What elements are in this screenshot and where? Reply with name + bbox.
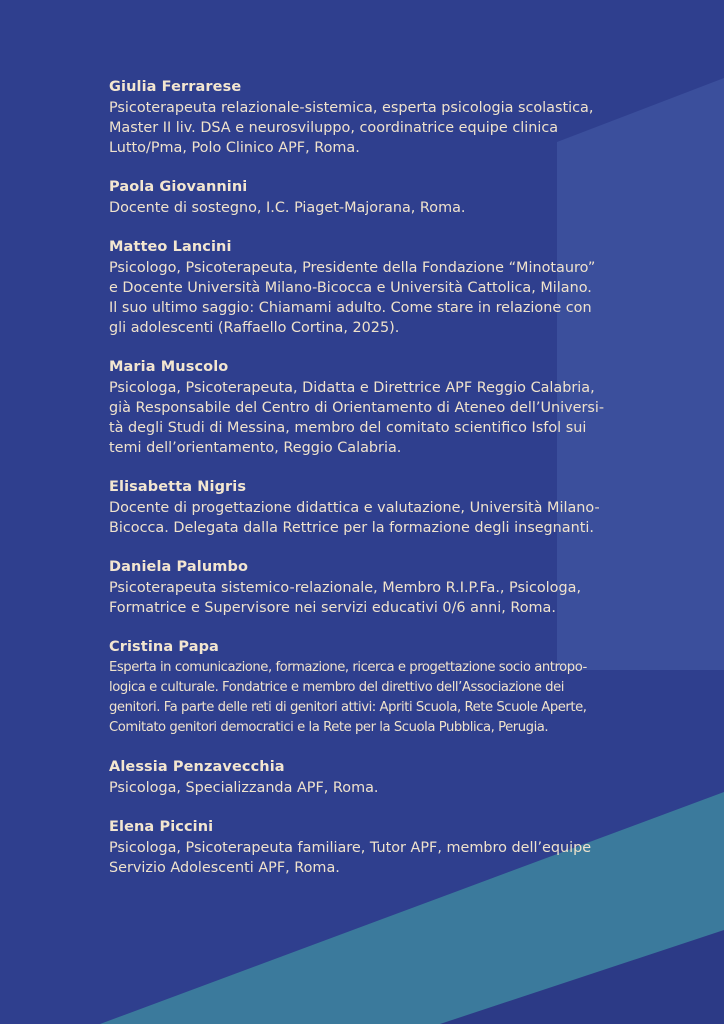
description-line: Psicologo, Psicoterapeuta, Presidente della Fondazione “Minotauro”	[109, 260, 596, 276]
description-line: Master II liv. DSA e neurosviluppo, coordinatrice equipe clinica	[109, 120, 559, 136]
description-line: Servizio Adolescenti APF, Roma.	[109, 860, 340, 876]
person-entry	[109, 176, 709, 218]
person-entry	[109, 356, 709, 458]
people-list	[109, 76, 709, 896]
person-description	[109, 658, 709, 738]
person-entry	[109, 756, 709, 798]
description-line: temi dell’orientamento, Reggio Calabria.	[109, 440, 402, 456]
description-line: Formatrice e Supervisore nei servizi educativi 0/6 anni, Roma.	[109, 600, 556, 616]
person-name: Elena Piccini	[109, 819, 214, 835]
person-description	[109, 778, 709, 798]
person-name: Cristina Papa	[109, 639, 219, 655]
description-line: Esperta in comunicazione, formazione, ricerca e progettazione socio antropo-	[109, 660, 587, 675]
person-description	[109, 498, 709, 538]
description-line: Comitato genitori democratici e la Rete per la Scuola Pubblica, Perugia.	[109, 720, 549, 735]
description-line: Psicologa, Specializzanda APF, Roma.	[109, 780, 379, 796]
person-description	[109, 98, 709, 158]
person-description	[109, 378, 709, 458]
person-description	[109, 258, 709, 338]
person-entry	[109, 556, 709, 618]
person-entry	[109, 236, 709, 338]
person-name: Matteo Lancini	[109, 239, 232, 255]
description-line: Psicoterapeuta relazionale-sistemica, esperta psicologia scolastica,	[109, 100, 594, 116]
description-line: Docente di progettazione didattica e valutazione, Università Milano-	[109, 500, 600, 516]
description-line: Psicoterapeuta sistemico-relazionale, Membro R.I.P.Fa., Psicologa,	[109, 580, 582, 596]
person-name: Daniela Palumbo	[109, 559, 249, 575]
description-line: già Responsabile del Centro di Orientamento di Ateneo dell’Universi-	[109, 400, 605, 416]
description-line: Psicologa, Psicoterapeuta, Didatta e Direttrice APF Reggio Calabria,	[109, 380, 595, 396]
description-line: genitori. Fa parte delle reti di genitori attivi: Apriti Scuola, Rete Scuole Aperte,	[109, 700, 587, 715]
person-name: Paola Giovannini	[109, 179, 248, 195]
description-line: Bicocca. Delegata dalla Rettrice per la formazione degli insegnanti.	[109, 520, 594, 536]
person-description	[109, 198, 709, 218]
person-name: Giulia Ferrarese	[109, 79, 242, 95]
person-name: Maria Muscolo	[109, 359, 229, 375]
person-entry	[109, 816, 709, 878]
person-name: Elisabetta Nigris	[109, 479, 247, 495]
description-line: tà degli Studi di Messina, membro del comitato scientifico Isfol sui	[109, 420, 587, 436]
person-description	[109, 578, 709, 618]
person-entry	[109, 636, 709, 738]
person-entry	[109, 476, 709, 538]
description-line: logica e culturale. Fondatrice e membro del direttivo dell’Associazione dei	[109, 680, 564, 695]
person-entry	[109, 76, 709, 158]
description-line: Lutto/Pma, Polo Clinico APF, Roma.	[109, 140, 360, 156]
description-line: e Docente Università Milano-Bicocca e Università Cattolica, Milano.	[109, 280, 592, 296]
description-line: gli adolescenti (Raffaello Cortina, 2025).	[109, 320, 400, 336]
person-name: Alessia Penzavecchia	[109, 759, 285, 775]
person-description	[109, 838, 709, 878]
description-line: Il suo ultimo saggio: Chiamami adulto. Come stare in relazione con	[109, 300, 592, 316]
description-line: Docente di sostegno, I.C. Piaget-Majorana, Roma.	[109, 200, 466, 216]
description-line: Psicologa, Psicoterapeuta familiare, Tutor APF, membro dell’equipe	[109, 840, 592, 856]
